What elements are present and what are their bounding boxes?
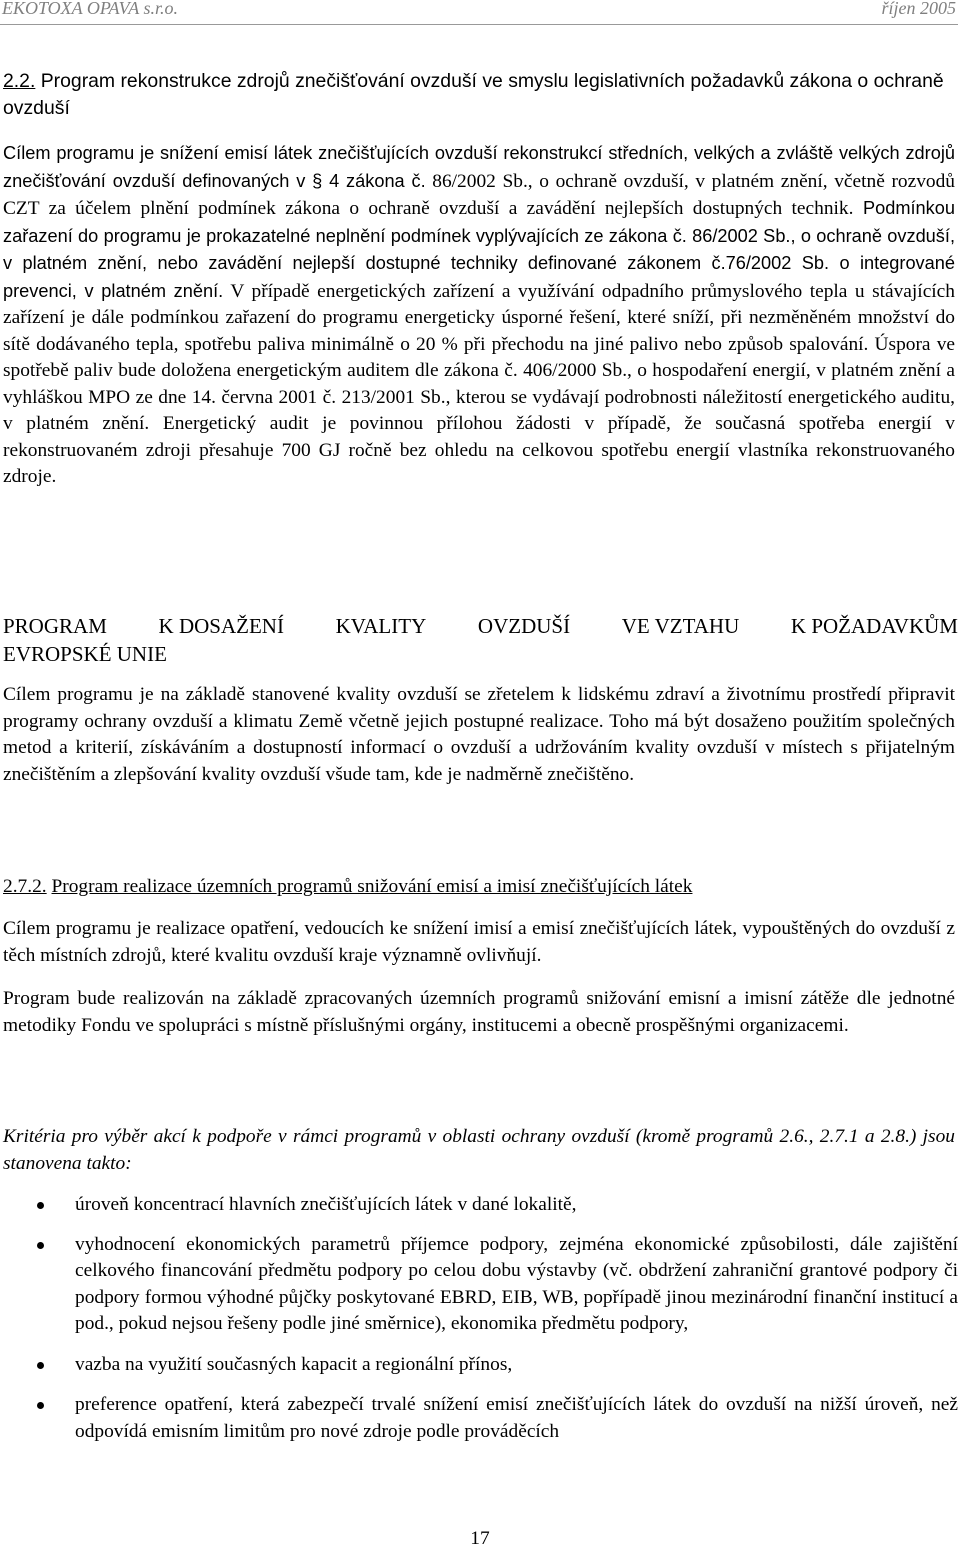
section-2-2-text-b: 86/2002 Sb., o ochraně ovzduší, v platném znění, včetně rozvodů CZT za účelem plnění podmínek zákona o ochraně ovzduší a zavádění nejlepších dostupných technik. <box>3 170 955 219</box>
section-2-2-title: Program rekonstrukce zdrojů znečišťování ovzduší ve smyslu legislativních požadavků zákona o ochraně ovzduší <box>3 70 944 119</box>
criteria-item-text: preference opatření, která zabezpečí trvalé snížení emisí znečišťujících látek do ovzduší na nižší úroveň, než odpovídá emisním limitům pro nové zdroje podle prováděcích <box>75 1394 958 1442</box>
header-rule <box>0 24 958 25</box>
list-item <box>0 1232 958 1338</box>
criteria-heading: Kritéria pro výběr akcí k podpoře v rámci programů v oblasti ochrany ovzduší (kromě programů 2.6., 2.7.1 a 2.8.) jsou stanovena takto: <box>3 1126 955 1174</box>
program-kvality-heading <box>3 612 958 668</box>
header-date: říjen 2005 <box>881 0 956 18</box>
title-word: VE VZTAHU <box>621 614 740 638</box>
title-word: K POŽADAVKŮM <box>790 614 958 638</box>
title-word: PROGRAM <box>3 614 107 638</box>
list-item <box>0 1392 958 1445</box>
section-2-2-text-a: Cílem programu je snížení emisí látek znečišťujících ovzduší rekonstrukcí středních, velkých a zvláště velkých zdrojů znečišťování ovzduší definovaných v § 4 zákona č. <box>3 143 955 191</box>
title-word: OVZDUŠÍ <box>477 614 571 638</box>
page-number: 17 <box>470 1528 490 1549</box>
title-word: KVALITY <box>335 614 427 638</box>
criteria-item-text: vyhodnocení ekonomických parametrů příjemce podpory, zejména ekonomické způsobilosti, dále zajištění celkového financování předmětu podpory po celou dobu výstavby (vč. obdržení zahraniční grantové podpory či podpory formou výhodné půjčky poskytované EBRD, EIB, WB, popřípadě jinou mezinárodní finanční institucí a pod., pokud nejsou řešeny podle jiné směrnice), ekonomika předmětu podpory, <box>75 1233 958 1334</box>
bullet-icon <box>37 1202 44 1209</box>
criteria-item-text: vazba na využití současných kapacit a regionální přínos, <box>75 1353 513 1375</box>
section-2-7-2-heading <box>3 874 955 901</box>
bullet-icon <box>37 1242 44 1249</box>
program-kvality-heading-line1 <box>3 612 958 640</box>
bullet-icon <box>37 1402 44 1409</box>
title-word: K DOSAŽENÍ <box>158 614 284 638</box>
section-2-7-2-paragraph-2: Program bude realizován na základě zpracovaných územních programů snižování emisní a imisní zátěže dle jednotné metodiky Fondu ve spolupráci s místně příslušnými orgány, institucemi a obecně prospěšnými organizacemi. <box>3 988 955 1036</box>
criteria-item-text: úroveň koncentrací hlavních znečišťujících látek v dané lokalitě, <box>75 1194 577 1215</box>
page-header <box>0 0 960 22</box>
section-2-7-2-paragraph-1: Cílem programu je realizace opatření, vedoucích ke snížení imisí a emisí znečišťujících látek, vypouštěných do ovzduší z těch místních zdrojů, které kvalitu ovzduší kraje významně ovlivňují. <box>3 918 955 966</box>
section-2-2-number: 2.2. <box>3 70 36 92</box>
section-2-2-heading <box>3 68 955 121</box>
section-2-2-paragraph <box>3 140 955 491</box>
section-2-7-2-title: Program realizace územních programů snižování emisí a imisí znečišťujících látek <box>51 876 693 897</box>
program-kvality-paragraph: Cílem programu je na základě stanovené kvality ovzduší se zřetelem k lidskému zdraví a životnímu prostředí připravit programy ochrany ovzduší a klimatu Země včetně jejich postupné realizace. Toho má být dosaženo použitím společných metod a kriterií, získáváním a dostupností informací o ovzduší a udržováním kvality ovzduší v místech s přijatelným znečištěním a zlepšování kvality ovzduší všude tam, kde je nadměrně znečištěno. <box>3 684 955 785</box>
list-item <box>0 1192 958 1219</box>
header-company: EKOTOXA OPAVA s.r.o. <box>2 0 178 18</box>
bullet-icon <box>37 1362 44 1369</box>
criteria-list <box>0 1192 958 1445</box>
section-2-2-text-c: Podmínkou zařazení do programu je prokazatelné neplnění podmínek vyplývajících ze zákona č. 86/2002 Sb., o ochraně ovzduší, v platném znění, nebo zavádění nejlepší dostupné techniky definované zákonem č.76/2002 Sb. o integrované prevenci, v platném znění. <box>3 198 955 301</box>
section-2-2-text-d: V případě energetických zařízení a využívání odpadního průmyslového tepla u stávajících zařízení je dále podmínkou zařazení do programu energeticky úsporné řešení, které sníží, při nezměněném množství do sítě dodávaného tepla, spotřebu paliva minimálně o 20 % při přechodu na jiné palivo nebo způsob spalování. Úspora ve spotřebě paliv bude doložena energetickým auditem dle zákona č. 406/2000 Sb., o hospodaření energií, v platném znění a vyhláškou MPO ze dne 14. června 2001 č. 213/2001 Sb., kterou se vydávají podrobnosti náležitostí energetického auditu, v platném znění. Energetický audit je povinnou přílohou žádosti v případě, že současná spotřeba energií v rekonstruovaném zdroji přesahuje 700 GJ ročně bez ohledu na celkovou spotřebu energií vlastníka rekonstruovaného zdroje. <box>3 280 955 487</box>
program-kvality-heading-line2: EVROPSKÉ UNIE <box>3 642 167 666</box>
list-item <box>0 1352 958 1379</box>
section-2-7-2-number: 2.7.2. <box>3 876 47 897</box>
